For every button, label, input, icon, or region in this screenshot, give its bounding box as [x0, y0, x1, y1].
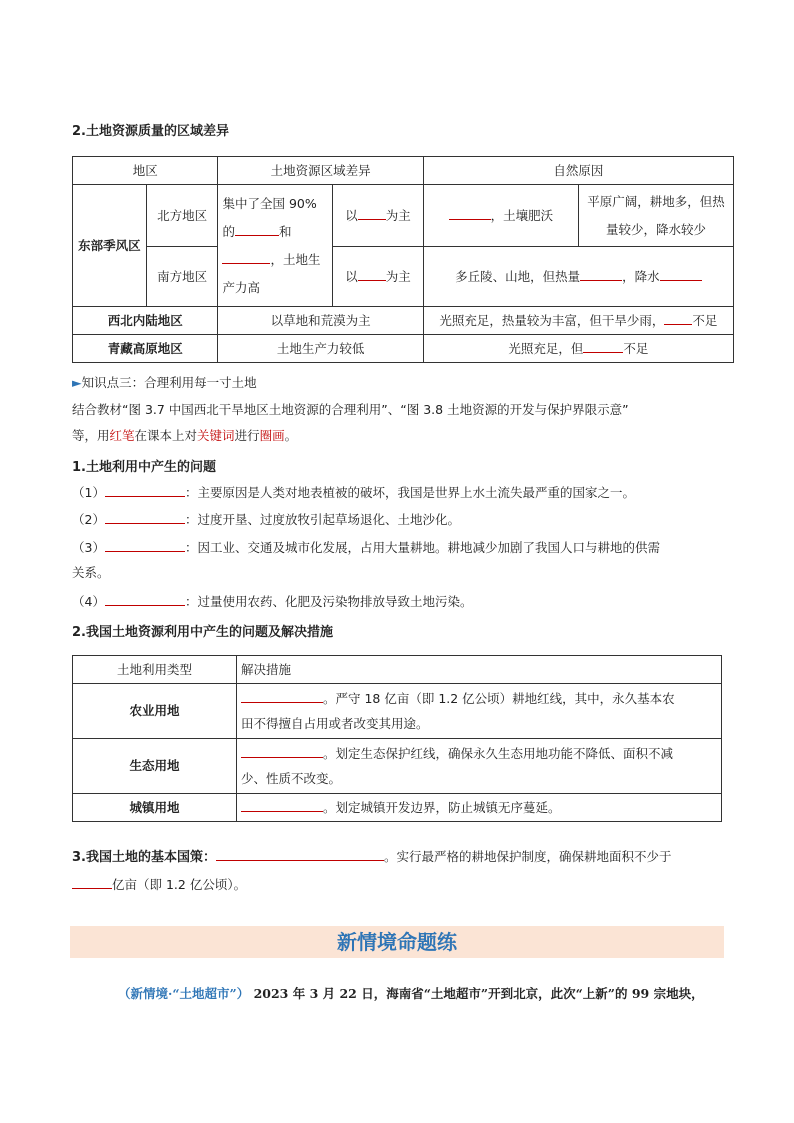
- northwest-diff-cell: 以草地和荒漠为主: [218, 307, 423, 335]
- land-use-table: [72, 655, 722, 822]
- north-reason-cell: ，土壤肥沃: [423, 185, 578, 247]
- blank-7[interactable]: [660, 266, 702, 281]
- south-cell: 南方地区: [146, 247, 218, 307]
- header-type: 土地利用类型: [73, 656, 237, 684]
- section-title-2: 2.土地资源质量的区域差异: [72, 124, 229, 139]
- qt-diff-cell: 土地生产力较低: [218, 335, 423, 363]
- blank-policy[interactable]: [216, 846, 384, 861]
- blank-5[interactable]: [358, 266, 386, 281]
- header-difference: 土地资源区域差异: [218, 157, 423, 185]
- blank-2[interactable]: [222, 249, 270, 264]
- south-main-cell: 以 为主: [333, 247, 423, 307]
- blank-3[interactable]: [358, 205, 386, 220]
- qt-cell: 青藏高原地区: [73, 335, 218, 363]
- north-cell: 北方地区: [146, 185, 218, 247]
- agri-type-cell: 农业用地: [73, 684, 237, 739]
- blank-p3[interactable]: [105, 537, 185, 552]
- header-reason: 自然原因: [423, 157, 733, 185]
- blank-p1[interactable]: [105, 482, 185, 497]
- northwest-reason-cell: 光照充足，热量较为丰富，但干旱少雨， 不足: [423, 307, 733, 335]
- intro-line-1: 结合教材“图 3.7 中国西北干旱地区土地资源的合理利用”、“图 3.8 土地资源的开发与保护界限示意”: [72, 402, 629, 417]
- blank-t3[interactable]: [241, 797, 323, 812]
- policy-line-2: 亿亩（即 1.2 亿公顷）。: [72, 874, 246, 895]
- east-region-cell: 东部季风区: [73, 185, 147, 307]
- south-reason-cell: 多丘陵、山地，但热量 ，降水: [423, 247, 733, 307]
- header-region: 地区: [73, 157, 218, 185]
- blank-t1[interactable]: [241, 688, 323, 703]
- blank-p4[interactable]: [105, 591, 185, 606]
- blank-4[interactable]: [449, 205, 491, 220]
- subsection-title-2: 2.我国土地资源利用中产生的问题及解决措施: [72, 625, 333, 640]
- problem-4: （4） ：过量使用农药、化肥及污染物排放导致土地污染。: [72, 591, 472, 612]
- north-main-cell: 以 为主: [333, 185, 423, 247]
- policy-line: 3.我国土地的基本国策： 。实行最严格的耕地保护制度，确保耕地面积不少于: [72, 846, 672, 868]
- problem-3: （3） ：因工业、交通及城市化发展，占用大量耕地。耕地减少加剧了我国人口与耕地的供需: [72, 537, 660, 558]
- agri-measure-cell: 。严守 18 亿亩（即 1.2 亿公顷）耕地红线，其中，永久基本农 田不得擅自占用或者改变其用途。: [237, 684, 722, 739]
- problem-1: （1） ：主要原因是人类对地表植被的破坏，我国是世界上水土流失最严重的国家之一。: [72, 482, 635, 503]
- urban-type-cell: 城镇用地: [73, 794, 237, 822]
- eco-measure-cell: 。划定生态保护红线，确保永久生态用地功能不降低、面积不减 少、性质不改变。: [237, 739, 722, 794]
- blank-t2[interactable]: [241, 743, 323, 758]
- eco-type-cell: 生态用地: [73, 739, 237, 794]
- footer-line: （新情境·“土地超市”） 2023 年 3 月 22 日，海南省“土地超市”开到北京，此次“上新”的 99 宗地块，: [118, 986, 704, 1001]
- blank-acres[interactable]: [72, 874, 112, 889]
- blank-1[interactable]: [235, 221, 279, 236]
- problem-2: （2） ：过度开垦、过度放牧引起草场退化、土地沙化。: [72, 509, 460, 530]
- qt-reason-cell: 光照充足，但 不足: [423, 335, 733, 363]
- header-measure: 解决措施: [237, 656, 722, 684]
- blank-9[interactable]: [583, 338, 623, 353]
- blank-6[interactable]: [580, 266, 622, 281]
- subsection-title-1: 1.土地利用中产生的问题: [72, 460, 216, 475]
- new-context-banner: 新情境命题练: [70, 926, 724, 958]
- urban-measure-cell: 。划定城镇开发边界，防止城镇无序蔓延。: [237, 794, 722, 822]
- northwest-cell: 西北内陆地区: [73, 307, 218, 335]
- blank-p2[interactable]: [105, 509, 185, 524]
- blank-8[interactable]: [664, 310, 692, 325]
- problem-3-cont: 关系。: [72, 565, 110, 580]
- north-reason2-cell: 平原广阔，耕地多，但热量较少，降水较少: [579, 185, 734, 247]
- knowledge-point: ►知识点三：合理利用每一寸土地: [72, 375, 257, 390]
- land-quality-table: [72, 156, 734, 363]
- concentration-cell: 集中了全国 90%的 和 ，土地生产力高: [218, 185, 333, 307]
- intro-line-2: 等，用红笔在课本上对关键词进行圈画。: [72, 428, 298, 443]
